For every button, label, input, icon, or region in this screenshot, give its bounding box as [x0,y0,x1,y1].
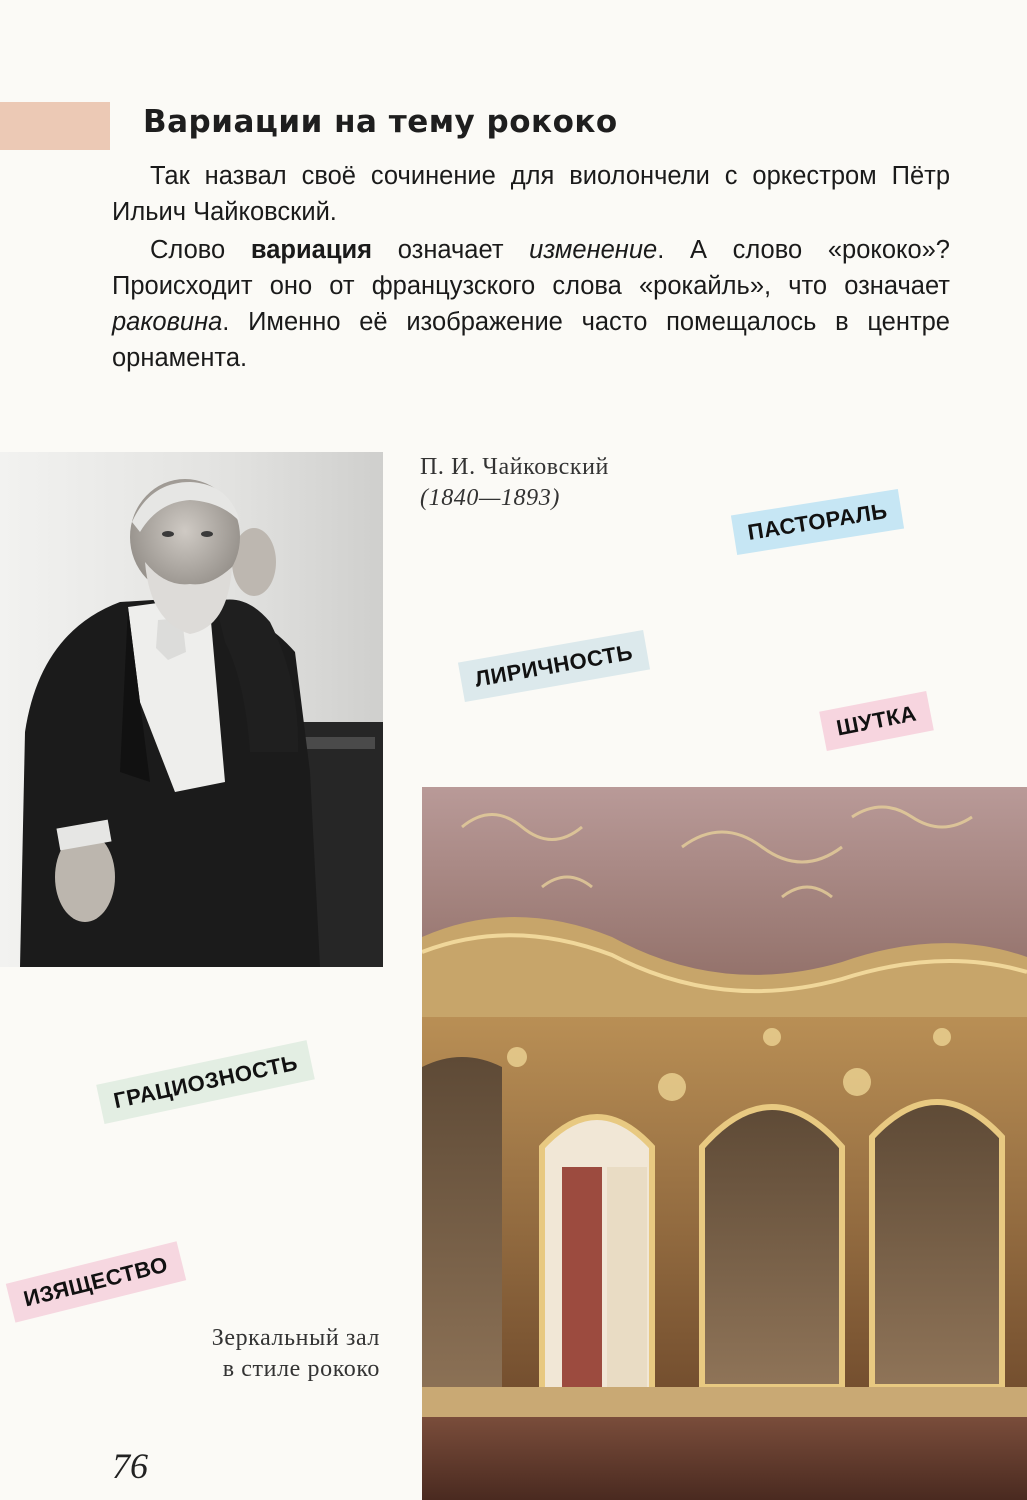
tag-joke: ШУТКА [819,691,934,751]
term-change: изменение [529,236,658,264]
portrait-caption-dates: (1840—1893) [420,485,560,511]
tag-elegance: ИЗЯЩЕСТВО [6,1241,186,1322]
body-text [112,158,950,376]
paragraph-2-part-1: Слово [150,236,251,264]
rococo-mirror-hall-photo [422,787,1027,1500]
page-title: Вариации на тему рококо [143,104,618,140]
hall-caption-line-1: Зеркальный зал [211,1325,380,1351]
tag-lyrical: ЛИРИЧНОСТЬ [458,630,650,702]
term-variation: вариация [250,236,373,264]
tag-grace: ГРАЦИОЗНОСТЬ [96,1040,315,1124]
hall-caption [145,1323,380,1385]
term-shell: раковина [112,308,223,336]
paragraph-2 [112,232,950,376]
heading-accent-bar [0,102,110,150]
tchaikovsky-portrait-photo [0,452,383,967]
portrait-caption [420,452,609,514]
portrait-caption-name: П. И. Чайковский [420,454,609,480]
page-number: 76 [112,1446,148,1486]
paragraph-1: Так назвал своё сочинение для виолончели с оркестром Пётр Ильич Чайковский. [112,162,950,226]
tag-pastoral: ПАСТОРАЛЬ [731,489,904,555]
paragraph-2-part-2: означает [372,236,530,264]
paragraph-2-part-4: . Именно её изображение часто помещалось в центре орнамента. [112,308,950,372]
paragraph-2-part-3: . А слово «рококо»? Происходит оно от французского слова «рокайль», что означает [112,236,950,300]
hall-caption-line-2: в стиле рококо [222,1356,380,1382]
